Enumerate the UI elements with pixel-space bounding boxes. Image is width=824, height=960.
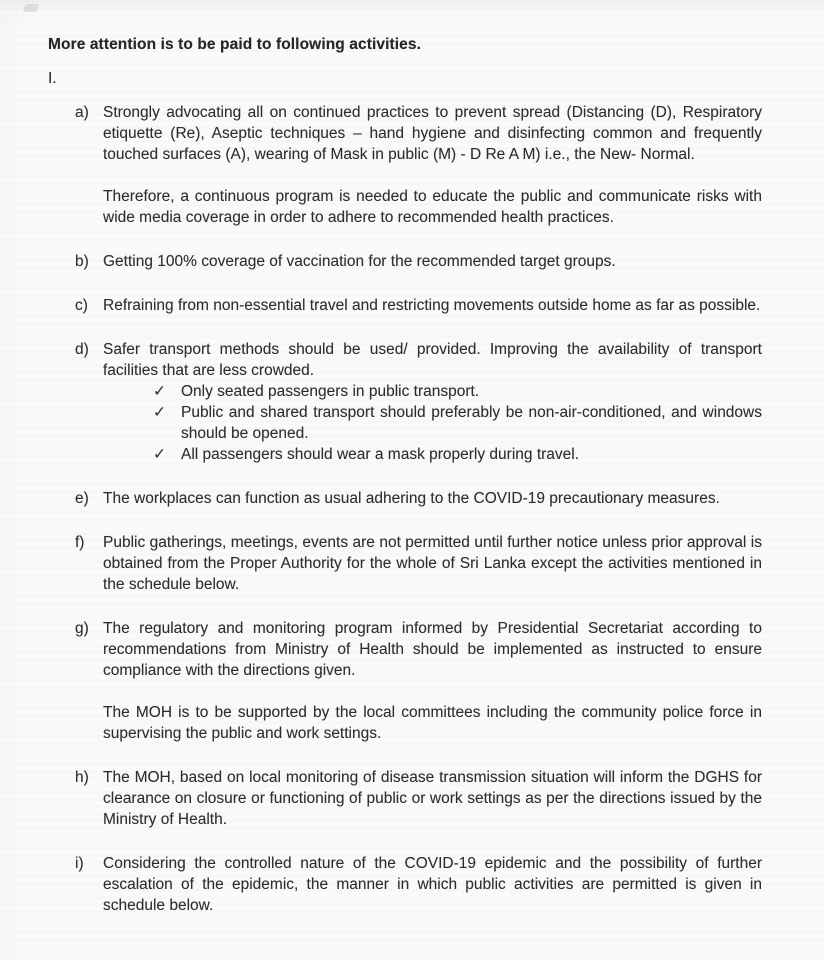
item-paragraph: The workplaces can function as usual adhering to the COVID-19 precautionary measures. [103,490,720,507]
checklist-text: All passengers should wear a mask properly during travel. [181,446,580,463]
item-body [103,251,762,272]
list-item [48,295,762,316]
item-body [103,853,762,916]
section-numeral: I. [48,70,57,87]
item-paragraph: Strongly advocating all on continued practices to prevent spread (Distancing (D), Respiratory etiquette (Re), Aseptic techniques – hand hygiene and disinfecting common and frequently touched surfaces (A), wearing of Mask in public (M) - D Re A M) i.e., the New- Normal. [103,104,762,163]
item-paragraph: Safer transport methods should be used/ provided. Improving the availability of transport facilities that are less crowded. [103,341,762,379]
item-label: g) [75,620,89,637]
checkmark-icon: ✓ [153,446,166,463]
item-body [103,767,762,830]
checklist-text: Only seated passengers in public transport. [181,383,480,400]
item-body [103,295,762,316]
item-paragraph: Refraining from non-essential travel and restricting movements outside home as far as possible. [103,297,761,314]
checklist-item [153,381,762,402]
checklist-item [153,444,762,465]
item-label: c) [75,297,88,314]
item-paragraph: The MOH, based on local monitoring of disease transmission situation will inform the DGHS for clearance on closure or functioning of public or work settings as per the directions issued by the Ministry of Health. [103,769,762,828]
item-body [103,488,762,509]
list-item [48,251,762,272]
item-paragraph: The MOH is to be supported by the local committees including the community police force in supervising the public and work settings. [103,704,762,742]
list-item [48,532,762,595]
checklist-text: Public and shared transport should preferably be non-air-conditioned, and windows should be opened. [181,404,762,442]
activity-list [48,102,762,916]
item-paragraph: The regulatory and monitoring program informed by Presidential Secretariat according to recommendations from Ministry of Health should be implemented as instructed to ensure compliance with the directions given. [103,620,762,679]
list-item [48,853,762,916]
list-item [48,618,762,744]
list-item [48,488,762,509]
page-title: More attention is to be paid to following activities. [48,36,422,53]
item-paragraph: Therefore, a continuous program is needed to educate the public and communicate risks with wide media coverage in order to adhere to recommended health practices. [103,188,762,226]
item-body [103,339,762,465]
checkmark-icon: ✓ [153,404,166,421]
list-item [48,339,762,465]
item-body [103,618,762,744]
item-paragraph: Considering the controlled nature of the COVID-19 epidemic and the possibility of further escalation of the epidemic, the manner in which public activities are permitted is given in schedule below. [103,855,762,914]
item-label: d) [75,341,89,358]
checkmark-icon: ✓ [153,383,166,400]
item-label: i) [75,855,84,872]
item-body [103,532,762,595]
list-item [48,767,762,830]
item-paragraph: Public gatherings, meetings, events are not permitted until further notice unless prior approval is obtained from the Proper Authority for the whole of Sri Lanka except the activities mentioned in the schedule below. [103,534,762,593]
item-body [103,102,762,228]
item-paragraph: Getting 100% coverage of vaccination for the recommended target groups. [103,253,616,270]
checklist-item [153,402,762,444]
item-label: f) [75,534,85,551]
scan-artifact [23,4,40,12]
list-item [48,102,762,228]
item-label: a) [75,104,89,121]
item-label: h) [75,769,89,786]
item-label: e) [75,490,89,507]
checklist [153,381,762,465]
item-label: b) [75,253,89,270]
